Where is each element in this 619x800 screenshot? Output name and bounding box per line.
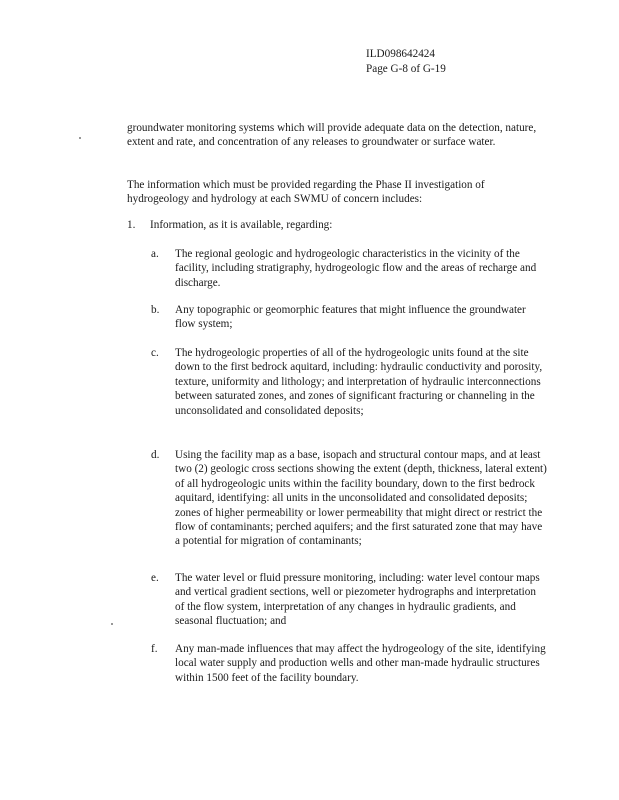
subitem-f-label: f. — [151, 643, 158, 655]
item-1-text: Information, as it is available, regarding: — [150, 219, 333, 231]
subitem-d-label: d. — [151, 449, 160, 461]
document-id: ILD098642424 — [366, 48, 435, 60]
subitem-a-label: a. — [151, 248, 159, 260]
subitem-e-label: e. — [151, 572, 159, 584]
subitem-f-text: Any man-made influences that may affect the hydrogeology of the site, identifying local water supply and production wells and other man-made hydraulic structures within 1500 feet of the facility boundary. — [175, 643, 546, 684]
subitem-e-text: The water level or fluid pressure monitoring, including: water level contour maps and vertical gradient sections, well or piezometer hydrographs and interpretation of the flow system, interpretation of any changes in hydraulic gradients, and seasonal fluctuation; and — [175, 572, 540, 628]
continuation-paragraph: groundwater monitoring systems which will provide adequate data on the detection, nature, extent and rate, and concentration of any releases to groundwater or surface water. — [127, 122, 537, 149]
subitem-c-label: c. — [151, 347, 159, 359]
item-1-number: 1. — [127, 219, 136, 231]
subitem-a-text: The regional geologic and hydrogeologic characteristics in the vicinity of the facility, including stratigraphy, hydrogeologic flow and the areas of recharge and discharge. — [175, 248, 537, 289]
page-header — [366, 47, 566, 76]
subitem-d-text: Using the facility map as a base, isopach and structural contour maps, and at least two (2) geologic cross sections showing the extent (depth, thickness, lateral extent) of all hydrogeologic units within the facility boundary, down to the first bedrock aquitard, identifying: all units in the unconsolidated and consolidated deposits; zones of higher permeability or lower permeability that might direct or restrict the flow of contaminants; perched aquifers; and the first saturated zone that may have a potential for migration of contaminants; — [175, 449, 547, 548]
subitem-b-label: b. — [151, 304, 160, 316]
intro-paragraph: The information which must be provided regarding the Phase II investigation of hydrogeology and hydrology at each SWMU of concern includes: — [127, 179, 485, 206]
subitem-b-text: Any topographic or geomorphic features that might influence the groundwater flow system; — [175, 304, 526, 331]
scan-speck — [111, 623, 113, 625]
subitem-c-text: The hydrogeologic properties of all of the hydrogeologic units found at the site down to the first bedrock aquitard, including: hydraulic conductivity and porosity, texture, uniformity and lithology; and interpretation of hydraulic interconnections between saturated zones, and zones of significant fracturing or channeling in the unconsolidated and consolidated deposits; — [175, 347, 543, 417]
page-number: Page G-8 of G-19 — [366, 62, 446, 75]
scan-speck — [79, 137, 81, 139]
